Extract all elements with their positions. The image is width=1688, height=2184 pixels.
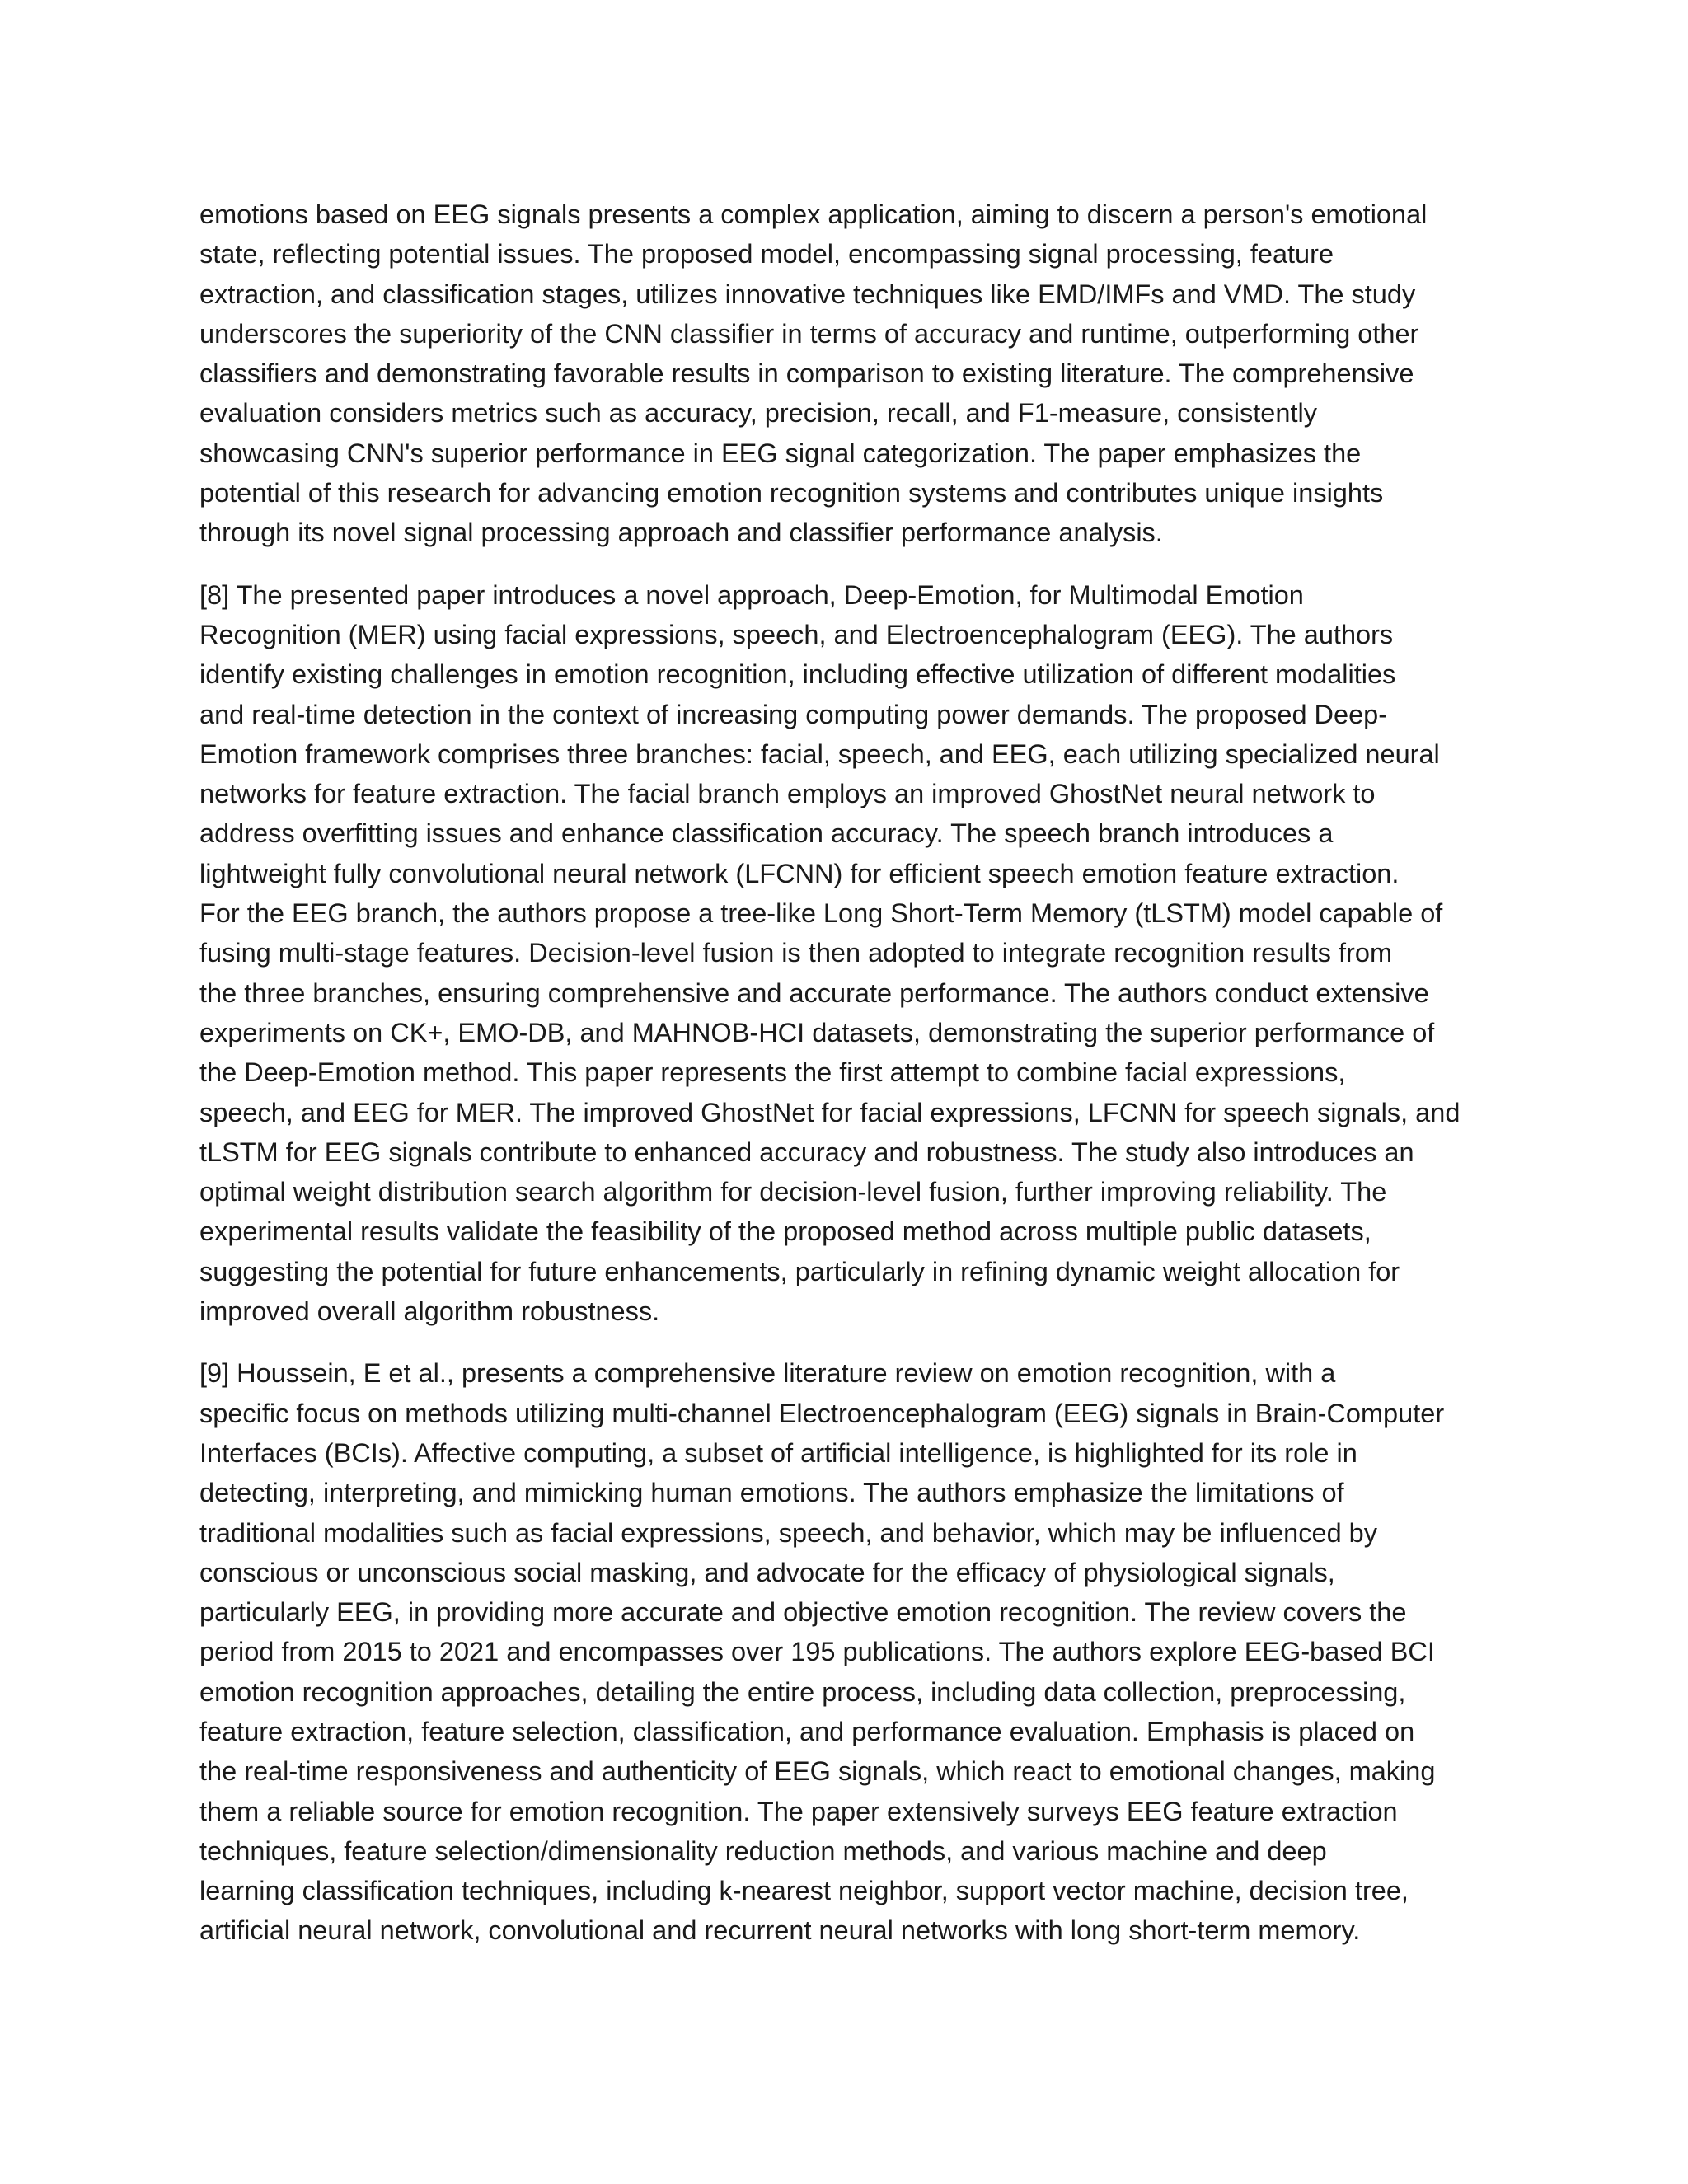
paragraph-1 [199,194,1485,553]
text-line: emotions based on EEG signals presents a complex application, aiming to discern a person's emotional [199,199,1428,229]
text-line: identify existing challenges in emotion recognition, including effective utilization of different modalities [199,659,1396,690]
text-line: evaluation considers metrics such as accuracy, precision, recall, and F1-measure, consistently [199,398,1317,429]
text-line: improved overall algorithm robustness. [199,1296,660,1327]
text-line: [9] Houssein, E et al., presents a comprehensive literature review on emotion recognition, with a [199,1358,1336,1389]
text-line: emotion recognition approaches, detailing the entire process, including data collection, preprocessing, [199,1676,1406,1707]
text-line: the real-time responsiveness and authenticity of EEG signals, which react to emotional changes, making [199,1756,1436,1787]
text-line: fusing multi-stage features. Decision-level fusion is then adopted to integrate recognition results from [199,938,1393,968]
text-line: For the EEG branch, the authors propose a tree-like Long Short-Term Memory (tLSTM) model capable of [199,898,1443,929]
text-line: state, reflecting potential issues. The proposed model, encompassing signal processing, feature [199,239,1334,269]
text-line: tLSTM for EEG signals contribute to enhanced accuracy and robustness. The study also introduces an [199,1137,1414,1167]
body-text [199,194,1485,1951]
text-line: learning classification techniques, including k-nearest neighbor, support vector machine, decision tree, [199,1876,1409,1906]
text-line: Recognition (MER) using facial expressions, speech, and Electroencephalogram (EEG). The authors [199,619,1394,649]
paragraph-3 [199,1353,1485,1950]
text-line: showcasing CNN's superior performance in EEG signal categorization. The paper emphasizes the [199,438,1362,468]
text-line: the three branches, ensuring comprehensive and accurate performance. The authors conduct extensive [199,977,1429,1008]
text-line: artificial neural network, convolutional and recurrent neural networks with long short-term memory. [199,1915,1361,1946]
text-line: through its novel signal processing approach and classifier performance analysis. [199,518,1163,548]
text-line: them a reliable source for emotion recognition. The paper extensively surveys EEG feature extraction [199,1796,1398,1826]
text-line: networks for feature extraction. The facial branch employs an improved GhostNet neural network to [199,779,1376,809]
text-line: speech, and EEG for MER. The improved GhostNet for facial expressions, LFCNN for speech signals, and [199,1097,1461,1127]
text-line: potential of this research for advancing emotion recognition systems and contributes unique insights [199,478,1384,509]
paragraph-2 [199,575,1485,1332]
text-line: [8] The presented paper introduces a novel approach, Deep-Emotion, for Multimodal Emotion [199,579,1304,610]
text-line: address overfitting issues and enhance classification accuracy. The speech branch introduces a [199,818,1334,849]
text-line: suggesting the potential for future enhancements, particularly in refining dynamic weight allocation for [199,1256,1400,1286]
text-line: Emotion framework comprises three branches: facial, speech, and EEG, each utilizing specialized neural [199,738,1440,769]
text-line: specific focus on methods utilizing multi-channel Electroencephalogram (EEG) signals in Brain-Computer [199,1398,1445,1428]
text-line: Interfaces (BCIs). Affective computing, a subset of artificial intelligence, is highlighted for its role in [199,1437,1357,1468]
text-line: extraction, and classification stages, utilizes innovative techniques like EMD/IMFs and VMD. The study [199,279,1416,309]
text-line: detecting, interpreting, and mimicking human emotions. The authors emphasize the limitations of [199,1478,1344,1508]
text-line: the Deep-Emotion method. This paper represents the first attempt to combine facial expressions, [199,1057,1346,1088]
text-line: period from 2015 to 2021 and encompasses over 195 publications. The authors explore EEG-based BCI [199,1637,1435,1667]
text-line: lightweight fully convolutional neural network (LFCNN) for efficient speech emotion feature extraction. [199,858,1400,888]
text-line: conscious or unconscious social masking, and advocate for the efficacy of physiological signals, [199,1557,1335,1587]
text-line: techniques, feature selection/dimensionality reduction methods, and various machine and deep [199,1835,1327,1866]
text-line: experiments on CK+, EMO-DB, and MAHNOB-HCI datasets, demonstrating the superior performance of [199,1017,1435,1047]
text-line: traditional modalities such as facial expressions, speech, and behavior, which may be influenced by [199,1517,1378,1548]
text-line: optimal weight distribution search algorithm for decision-level fusion, further improving reliability. The [199,1177,1387,1207]
text-line: classifiers and demonstrating favorable results in comparison to existing literature. The comprehensive [199,359,1414,389]
text-line: experimental results validate the feasibility of the proposed method across multiple public datasets, [199,1216,1372,1247]
text-line: underscores the superiority of the CNN classifier in terms of accuracy and runtime, outperforming other [199,318,1419,349]
text-line: feature extraction, feature selection, classification, and performance evaluation. Emphasis is placed on [199,1716,1415,1746]
text-line: particularly EEG, in providing more accurate and objective emotion recognition. The review covers the [199,1597,1407,1628]
text-line: and real-time detection in the context of increasing computing power demands. The proposed Deep- [199,699,1388,729]
